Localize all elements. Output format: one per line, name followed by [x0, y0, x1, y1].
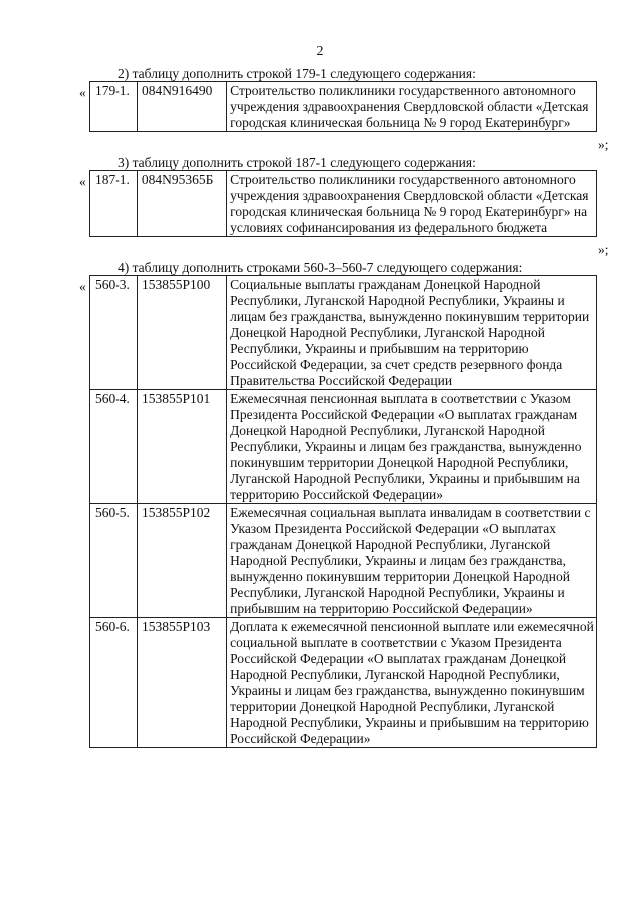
section-table [89, 81, 597, 132]
row-code: 153855Р100 [138, 276, 227, 390]
row-description: Доплата к ежемесячной пенсионной выплате или ежемесячной социальной выплате в соответствии с Указом Президента Российской Федерации «О выплатах гражданам Донецкой Народной Республики, Луганской Народной Республики, Украины и лицам без гражданства, вынужденно покинувшим территории Донецкой Народной Республики, Луганской Народной Республики, Украины и прибывшим на территорию Российской Федерации» [227, 618, 597, 748]
row-number: 179-1. [90, 82, 138, 132]
table-row [90, 82, 597, 132]
section-intro: 3) таблицу дополнить строкой 187-1 следующего содержания: [118, 155, 476, 170]
section-table [89, 170, 597, 237]
row-code: 153855Р101 [138, 390, 227, 504]
section-intro: 4) таблицу дополнить строками 560-3–560-7 следующего содержания: [118, 260, 523, 275]
section-table [89, 275, 597, 748]
opening-quote: « [79, 174, 86, 189]
row-description: Социальные выплаты гражданам Донецкой Народной Республики, Луганской Народной Республики, Украины и лицам без гражданства, вынужденно покинувшим территории Донецкой Народной Республики, Луганской Народной Республики, Украины и прибывшим на территорию Российской Федерации, за счет средств резервного фонда Правительства Российской Федерации [227, 276, 597, 390]
row-code: 153855Р103 [138, 618, 227, 748]
row-number: 560-5. [90, 504, 138, 618]
table-row [90, 390, 597, 504]
page-number: 2 [316, 44, 324, 59]
table-row [90, 618, 597, 748]
closing-quote: »; [598, 137, 609, 152]
table-row [90, 171, 597, 237]
section-intro: 2) таблицу дополнить строкой 179-1 следующего содержания: [118, 66, 476, 81]
row-code: 084N95365Б [137, 171, 226, 237]
row-code: 084N916490 [137, 82, 226, 132]
row-number: 560-4. [90, 390, 138, 504]
row-description: Строительство поликлиники государственного автономного учреждения здравоохранения Свердловской области «Детская городская клиническая больница № 9 город Екатеринбург» [227, 82, 597, 132]
table-row [90, 276, 597, 390]
row-description: Ежемесячная социальная выплата инвалидам в соответствии с Указом Президента Российской Федерации «О выплатах гражданам Донецкой Народной Республики, Луганской Народной Республики, Украины и лицам без гражданства, вынужденно покинувшим территории Донецкой Народной Республики, Луганской Народной Республики, Украины и прибывшим на территорию Российской Федерации» [227, 504, 597, 618]
opening-quote: « [79, 279, 86, 294]
row-number: 187-1. [90, 171, 138, 237]
row-number: 560-6. [90, 618, 138, 748]
row-description: Строительство поликлиники государственного автономного учреждения здравоохранения Свердловской области «Детская городская клиническая больница № 9 город Екатеринбург» на условиях софинансирования из федерального бюджета [227, 171, 597, 237]
table-row [90, 504, 597, 618]
row-code: 153855Р102 [138, 504, 227, 618]
opening-quote: « [79, 85, 86, 100]
row-description: Ежемесячная пенсионная выплата в соответствии с Указом Президента Российской Федерации «О выплатах гражданам Донецкой Народной Республики, Луганской Народной Республики, Украины и лицам без гражданства, вынужденно покинувшим территории Донецкой Народной Республики, Луганской Народной Республики, Украины и прибывшим на территорию Российской Федерации» [227, 390, 597, 504]
row-number: 560-3. [90, 276, 138, 390]
closing-quote: »; [598, 242, 609, 257]
